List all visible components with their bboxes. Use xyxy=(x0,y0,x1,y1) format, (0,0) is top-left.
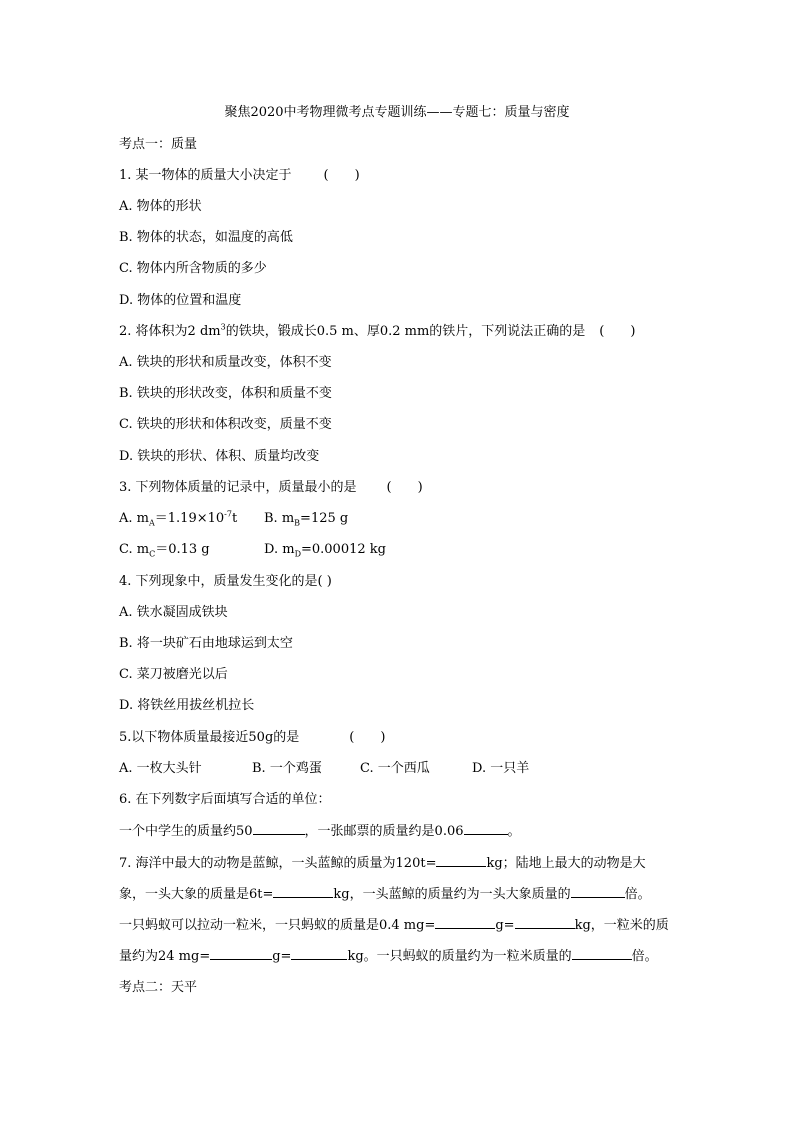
answer-blank[interactable] xyxy=(291,948,347,960)
question-5-option-c: C. 一个西瓜 xyxy=(360,761,430,776)
question-7-text: kg，一粒米的质 xyxy=(574,918,669,933)
question-4-option-c: C. 菜刀被磨光以后 xyxy=(119,667,228,682)
question-7-text: kg；陆地上最大的动物是大 xyxy=(486,856,646,871)
question-3-options-row-1 xyxy=(119,511,348,527)
question-7-line-3 xyxy=(119,917,669,934)
question-4-option-b: B. 将一块矿石由地球运到太空 xyxy=(119,636,293,651)
question-7-text: 象，一头大象的质量是6t= xyxy=(119,887,274,902)
question-3-options-row-2 xyxy=(119,542,386,558)
answer-blank[interactable] xyxy=(210,948,272,960)
question-7-text: 7. 海洋中最大的动物是蓝鲸，一头蓝鲸的质量为120t= xyxy=(119,856,437,871)
question-7-text: kg，一头蓝鲸的质量约为一头大象质量的 xyxy=(333,887,571,902)
answer-blank[interactable] xyxy=(571,886,625,898)
question-5-option-a: A. 一枚大头针 xyxy=(119,761,202,776)
question-1-option-c: C. 物体内所含物质的多少 xyxy=(119,261,267,276)
question-4-stem: 4. 下列现象中，质量发生变化的是( ) xyxy=(119,574,332,589)
question-3-stem: 3. 下列物体质量的记录中，质量最小的是 xyxy=(119,480,357,495)
question-5-option-d: D. 一只羊 xyxy=(472,761,530,776)
question-5-answer-paren: ( ) xyxy=(349,730,386,745)
question-4-option-a: A. 铁水凝固成铁块 xyxy=(119,605,228,620)
question-6-text-a: 一个中学生的质量约50 xyxy=(119,824,253,839)
question-3-option-a: A. $m_A=1.19\times 10^{-7}t$ xyxy=(119,509,238,528)
question-7-text: 量约为24 mg= xyxy=(119,949,211,964)
answer-blank[interactable] xyxy=(435,917,495,929)
question-1-answer-paren: ( ) xyxy=(323,168,360,183)
question-7-text: 倍。 xyxy=(631,949,658,964)
answer-blank[interactable] xyxy=(515,917,575,929)
question-3-answer-paren: ( ) xyxy=(386,480,423,495)
question-6-text-c: 。 xyxy=(507,824,521,839)
question-2-option-b: B. 铁块的形状改变，体积和质量不变 xyxy=(119,386,332,401)
document-title: 聚焦2020中考物理微考点专题训练——专题七：质量与密度 xyxy=(224,105,570,120)
question-1-stem: 1. 某一物体的质量大小决定于 xyxy=(119,168,292,183)
answer-blank[interactable] xyxy=(464,823,508,835)
question-3-option-c: C. $m_C=0.13$ g xyxy=(119,542,210,559)
question-1 xyxy=(119,168,360,184)
question-2-exponent: 3 xyxy=(220,322,226,332)
question-2-stem-end: 的铁块，锻成长0.5 m、厚0.2 mm的铁片，下列说法正确的是 xyxy=(225,324,586,339)
question-5-option-b: B. 一个鸡蛋 xyxy=(252,761,322,776)
question-7-text: g= xyxy=(495,918,515,933)
question-2-stem-start: 2. 将体积为2 dm xyxy=(119,324,221,339)
question-4-option-d: D. 将铁丝用拔丝机拉长 xyxy=(119,698,255,713)
question-2 xyxy=(119,324,635,340)
question-2-option-c: C. 铁块的形状和体积改变，质量不变 xyxy=(119,417,332,432)
question-3-option-d: D. $m_D=0.00012$ kg xyxy=(264,542,386,559)
question-2-option-a: A. 铁块的形状和质量改变，体积不变 xyxy=(119,355,332,370)
question-5-options-row xyxy=(119,761,529,777)
question-3-option-b: B. $m_B=125$ g xyxy=(264,511,349,528)
question-7-line-4 xyxy=(119,948,658,965)
question-5 xyxy=(119,730,385,746)
question-1-option-b: B. 物体的状态，如温度的高低 xyxy=(119,230,293,245)
question-7-text: 一只蚂蚁可以拉动一粒米，一只蚂蚁的质量是0.4 mg= xyxy=(119,918,436,933)
question-1-option-a: A. 物体的形状 xyxy=(119,199,202,214)
question-7-text: 倍。 xyxy=(624,887,651,902)
answer-blank[interactable] xyxy=(273,886,333,898)
section-heading-balance: 考点二：天平 xyxy=(119,980,198,995)
answer-blank[interactable] xyxy=(253,823,305,835)
question-7-text: kg。一只蚂蚁的质量约为一粒米质量的 xyxy=(347,949,572,964)
question-6-text-b: ，一张邮票的质量约是0.06 xyxy=(304,824,464,839)
question-2-option-d: D. 铁块的形状、体积、质量均改变 xyxy=(119,449,320,464)
answer-blank[interactable] xyxy=(572,948,632,960)
question-6-line xyxy=(119,823,521,840)
answer-blank[interactable] xyxy=(436,855,486,867)
question-3 xyxy=(119,480,423,496)
question-7-line-1 xyxy=(119,855,646,872)
section-heading-mass: 考点一：质量 xyxy=(119,137,198,152)
question-2-answer-paren: ( ) xyxy=(599,324,636,339)
question-6-stem: 6. 在下列数字后面填写合适的单位： xyxy=(119,792,331,807)
question-1-option-d: D. 物体的位置和温度 xyxy=(119,293,242,308)
question-7-line-2 xyxy=(119,886,651,903)
question-7-text: g= xyxy=(272,949,292,964)
question-5-stem: 5.以下物体质量最接近50g的是 xyxy=(119,730,300,745)
